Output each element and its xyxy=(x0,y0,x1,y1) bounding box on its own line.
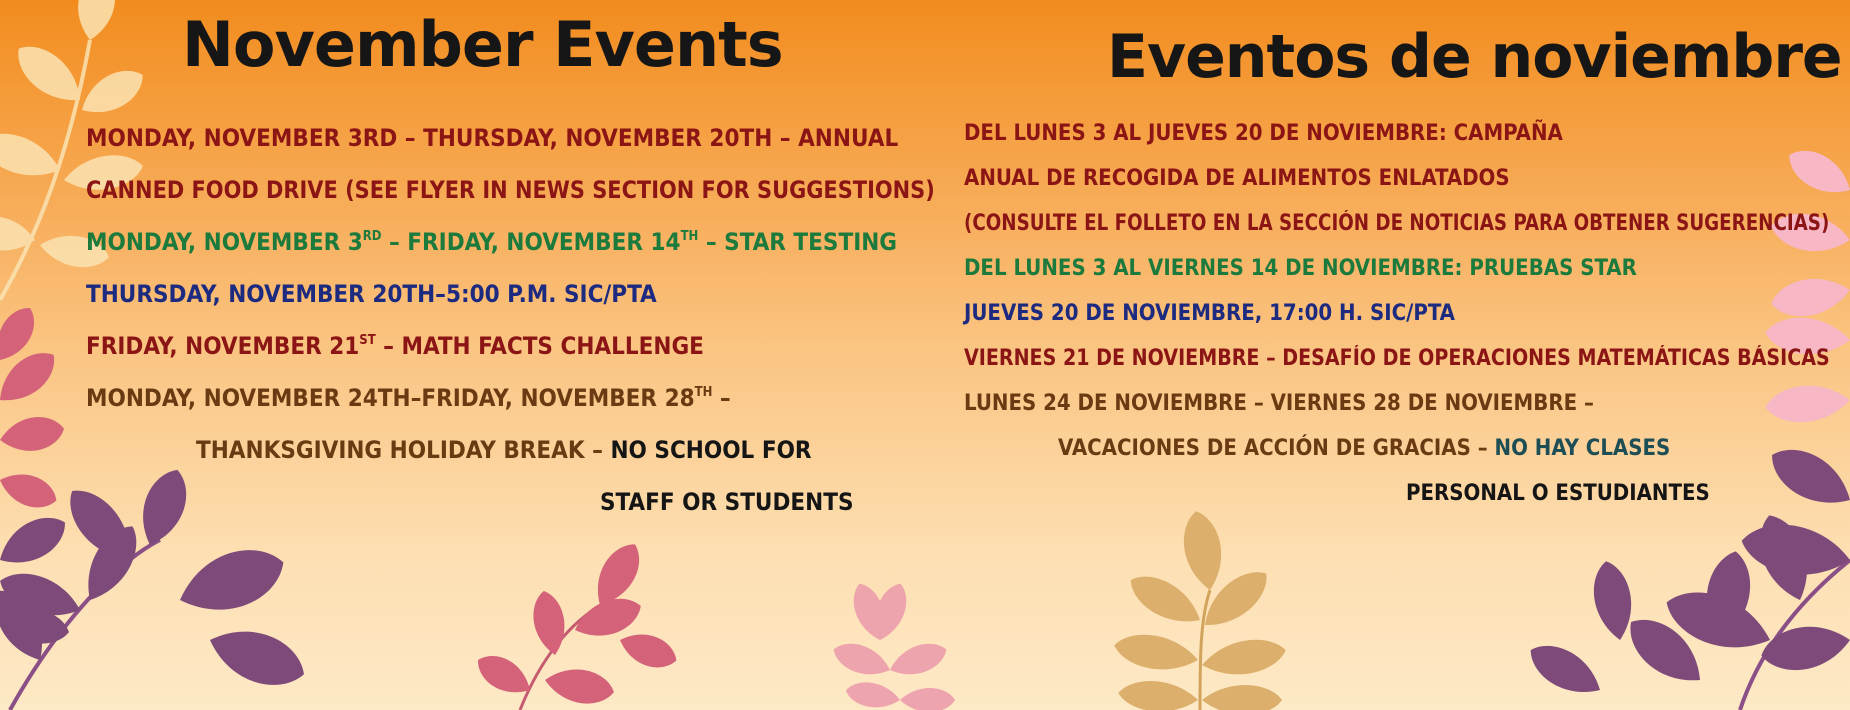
evento-pruebas-star: DEL LUNES 3 AL VIERNES 14 DE NOVIEMBRE: PRUEBAS STAR xyxy=(964,256,1637,281)
english-title: November Events xyxy=(182,8,783,81)
evento-campana-linea3: (CONSULTE EL FOLLETO EN LA SECCIÓN DE NOTICIAS PARA OBTENER SUGERENCIAS) xyxy=(964,211,1830,236)
event-thanksgiving-dates: MONDAY, NOVEMBER 24TH–FRIDAY, NOVEMBER 28TH – xyxy=(86,384,731,412)
event-food-drive-line2: CANNED FOOD DRIVE (SEE FLYER IN NEWS SECTION FOR SUGGESTIONS) xyxy=(86,176,935,204)
evento-personal-estudiantes: PERSONAL O ESTUDIANTES xyxy=(1406,481,1710,506)
event-food-drive-line1: MONDAY, NOVEMBER 3RD – THURSDAY, NOVEMBER 20TH – ANNUAL xyxy=(86,124,899,152)
event-thanksgiving-break: THANKSGIVING HOLIDAY BREAK – NO SCHOOL FOR xyxy=(196,436,812,464)
event-sic-pta: THURSDAY, NOVEMBER 20TH–5:00 P.M. SIC/PTA xyxy=(86,280,657,308)
event-no-school-staff: STAFF OR STUDENTS xyxy=(600,488,854,516)
event-star-testing: MONDAY, NOVEMBER 3RD – FRIDAY, NOVEMBER 14TH – STAR TESTING xyxy=(86,228,898,256)
evento-accion-gracias-fechas: LUNES 24 DE NOVIEMBRE – VIERNES 28 DE NOVIEMBRE – xyxy=(964,391,1594,416)
pink-leaf-branch xyxy=(0,301,67,515)
event-math-facts: FRIDAY, NOVEMBER 21ST – MATH FACTS CHALLENGE xyxy=(86,332,704,360)
evento-campana-linea2: ANUAL DE RECOGIDA DE ALIMENTOS ENLATADOS xyxy=(964,166,1510,191)
evento-vacaciones: VACACIONES DE ACCIÓN DE GRACIAS – NO HAY CLASES xyxy=(1058,436,1671,461)
gold-leaf-branch xyxy=(1111,508,1288,710)
spanish-title: Eventos de noviembre xyxy=(1107,22,1842,92)
evento-sic-pta: JUEVES 20 DE NOVIEMBRE, 17:00 H. SIC/PTA xyxy=(964,301,1456,326)
evento-desafio-matematicas: VIERNES 21 DE NOVIEMBRE – DESAFÍO DE OPERACIONES MATEMÁTICAS BÁSICAS xyxy=(964,346,1830,371)
evento-campana-linea1: DEL LUNES 3 AL JUEVES 20 DE NOVIEMBRE: CAMPAÑA xyxy=(964,121,1563,146)
